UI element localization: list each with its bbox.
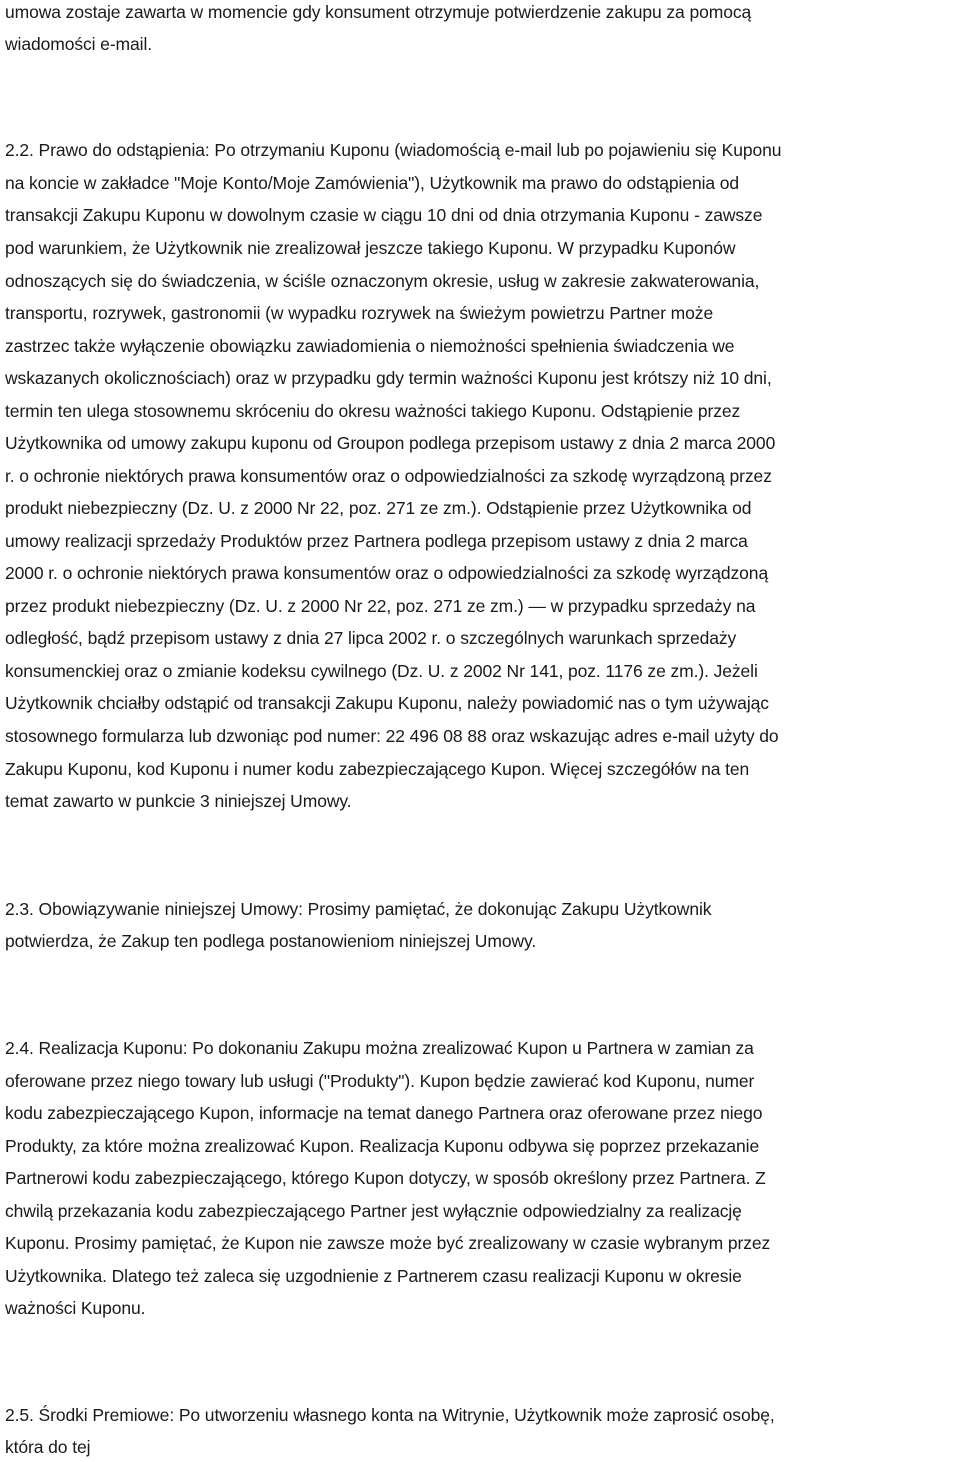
text-line: r. o ochronie niektórych prawa konsumentów oraz o odpowiedzialności za szkodę wyrządzoną przez <box>5 466 772 486</box>
text-line: transakcji Zakupu Kuponu w dowolnym czasie w ciągu 10 dni od dnia otrzymania Kuponu - zawsze <box>5 205 763 225</box>
text-line: która do tej <box>5 1437 91 1457</box>
text-line: na koncie w zakładce "Moje Konto/Moje Zamówienia"), Użytkownik ma prawo do odstąpienia od <box>5 173 740 193</box>
text-line: wskazanych okolicznościach) oraz w przypadku gdy termin ważności Kuponu jest krótszy niż 10 dni, <box>5 368 772 388</box>
text-line: Użytkownika od umowy zakupu kuponu od Groupon podlega przepisom ustawy z dnia 2 marca 2000 <box>5 433 776 453</box>
text-line: Użytkownika. Dlatego też zaleca się uzgodnienie z Partnerem czasu realizacji Kuponu w okresie <box>5 1266 742 1286</box>
text-line: Produkty, za które można zrealizować Kupon. Realizacja Kuponu odbywa się poprzez przekazanie <box>5 1136 760 1156</box>
text-line: termin ten ulega stosownemu skróceniu do okresu ważności takiego Kuponu. Odstąpienie przez <box>5 401 741 421</box>
text-line: pod warunkiem, że Użytkownik nie zrealizował jeszcze takiego Kuponu. W przypadku Kuponów <box>5 238 736 258</box>
text-line: umowy realizacji sprzedaży Produktów przez Partnera podlega przepisom ustawy z dnia 2 marca <box>5 531 748 551</box>
text-line: ważności Kuponu. <box>5 1298 146 1318</box>
text-line: wiadomości e-mail. <box>5 34 152 54</box>
text-line: potwierdza, że Zakup ten podlega postanowieniom niniejszej Umowy. <box>5 931 537 951</box>
text-line: Użytkownik chciałby odstąpić od transakcji Zakupu Kuponu, należy powiadomić nas o tym używając <box>5 693 769 713</box>
text-line: transportu, rozrywek, gastronomii (w wypadku rozrywek na świeżym powietrzu Partner może <box>5 303 714 323</box>
text-line: stosownego formularza lub dzwoniąc pod numer: 22 496 08 88 oraz wskazując adres e-mail użyty do <box>5 726 779 746</box>
text-line: 2.4. Realizacja Kuponu: Po dokonaniu Zakupu można zrealizować Kupon u Partnera w zamian za <box>5 1038 754 1058</box>
text-line: oferowane przez niego towary lub usługi ("Produkty"). Kupon będzie zawierać kod Kuponu, numer <box>5 1071 755 1091</box>
text-line: Zakupu Kuponu, kod Kuponu i numer kodu zabezpieczającego Kupon. Więcej szczegółów na ten <box>5 759 750 779</box>
text-line: 2.5. Środki Premiowe: Po utworzeniu własnego konta na Witrynie, Użytkownik może zaprosić osobę, <box>5 1405 775 1425</box>
text-line: temat zawarto w punkcie 3 niniejszej Umowy. <box>5 791 352 811</box>
text-line: odnoszących się do świadczenia, w ściśle oznaczonym okresie, usług w zakresie zakwaterowania, <box>5 271 760 291</box>
text-line: Kuponu. Prosimy pamiętać, że Kupon nie zawsze może być zrealizowany w czasie wybranym przez <box>5 1233 771 1253</box>
text-line: 2.2. Prawo do odstąpienia: Po otrzymaniu Kuponu (wiadomością e-mail lub po pojawieniu się Kuponu <box>5 140 782 160</box>
text-line: 2.3. Obowiązywanie niniejszej Umowy: Prosimy pamiętać, że dokonując Zakupu Użytkownik <box>5 899 712 919</box>
text-line: chwilą przekazania kodu zabezpieczającego Partner jest wyłącznie odpowiedzialny za realizację <box>5 1201 742 1221</box>
text-line: odległość, bądź przepisom ustawy z dnia 27 lipca 2002 r. o szczególnych warunkach sprzedaży <box>5 628 737 648</box>
text-line: zastrzec także wyłączenie obowiązku zawiadomienia o niemożności spełnienia świadczenia we <box>5 336 735 356</box>
text-line: produkt niebezpieczny (Dz. U. z 2000 Nr 22, poz. 271 ze zm.). Odstąpienie przez Użytkownika od <box>5 498 752 518</box>
text-line: przez produkt niebezpieczny (Dz. U. z 2000 Nr 22, poz. 271 ze zm.) — w przypadku sprzedaży na <box>5 596 756 616</box>
text-line: umowa zostaje zawarta w momencie gdy konsument otrzymuje potwierdzenie zakupu za pomocą <box>5 2 752 22</box>
text-line: konsumenckiej oraz o zmianie kodeksu cywilnego (Dz. U. z 2002 Nr 141, poz. 1176 ze zm.). Jeżeli <box>5 661 758 681</box>
text-line: Partnerowi kodu zabezpieczającego, którego Kupon dotyczy, w sposób określony przez Partnera. Z <box>5 1168 766 1188</box>
text-line: 2000 r. o ochronie niektórych prawa konsumentów oraz o odpowiedzialności za szkodę wyrządzoną <box>5 563 769 583</box>
text-line: kodu zabezpieczającego Kupon, informacje na temat danego Partnera oraz oferowane przez niego <box>5 1103 763 1123</box>
